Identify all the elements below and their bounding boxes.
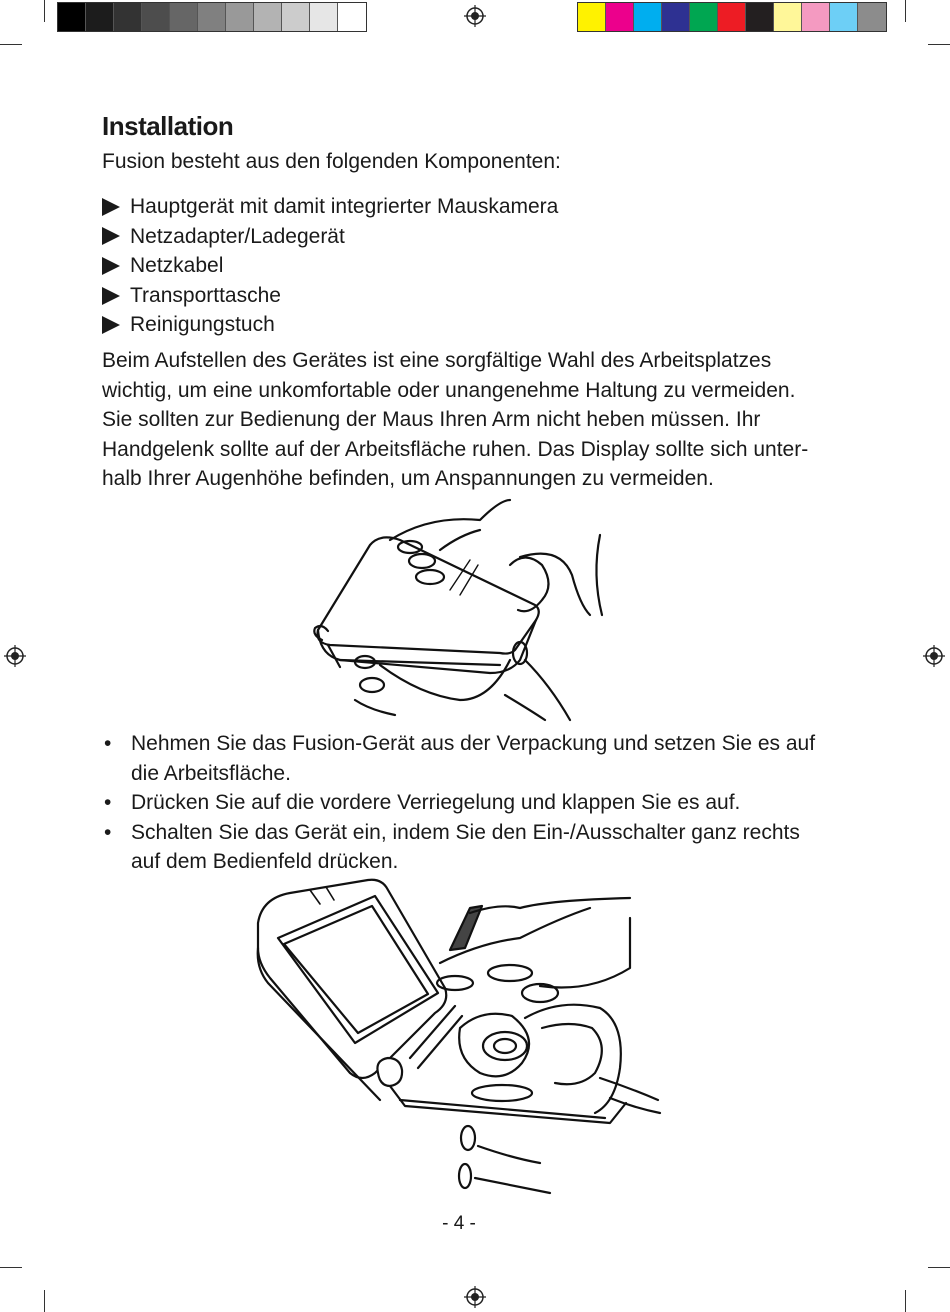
page-number: - 4 - xyxy=(442,1213,476,1234)
crop-mark xyxy=(928,44,950,45)
list-item xyxy=(102,729,822,788)
arrow-bullet-icon xyxy=(102,257,120,275)
registration-mark-icon xyxy=(464,5,486,27)
color-swatch xyxy=(606,3,634,31)
color-swatch xyxy=(690,3,718,31)
step-line: die Arbeitsfläche. xyxy=(131,761,291,785)
color-swatch xyxy=(662,3,690,31)
color-swatch xyxy=(802,3,830,31)
color-swatch xyxy=(774,3,802,31)
color-swatch xyxy=(578,3,606,31)
registration-mark-icon xyxy=(4,645,26,667)
arrow-bullet-icon xyxy=(102,287,120,305)
list-item-label: Netzadapter/Ladegerät xyxy=(130,224,345,248)
color-swatch xyxy=(198,3,226,31)
intro-text: Fusion besteht aus den folgenden Komponenten: xyxy=(102,150,561,173)
paragraph-line: Handgelenk sollte auf der Arbeitsfläche ruhen. Das Display sollte sich unter- xyxy=(102,437,809,461)
crop-mark xyxy=(44,0,45,22)
paragraph-line: wichtig, um eine unkomfortable oder unangenehme Haltung zu vermeiden. xyxy=(102,378,796,402)
color-swatch xyxy=(226,3,254,31)
color-swatch xyxy=(170,3,198,31)
bullet-icon: • xyxy=(104,791,112,815)
color-swatch xyxy=(254,3,282,31)
crop-mark xyxy=(905,1290,906,1312)
color-swatch xyxy=(282,3,310,31)
arrow-bullet-icon xyxy=(102,227,120,245)
step-line: Schalten Sie das Gerät ein, indem Sie den Ein-/Ausschalter ganz rechts xyxy=(131,820,800,844)
arrow-bullet-icon xyxy=(102,198,120,216)
bullet-icon: • xyxy=(104,732,112,755)
step-line: auf dem Bedienfeld drücken. xyxy=(131,850,399,874)
paragraph-line: Beim Aufstellen des Gerätes ist eine sorgfältige Wahl des Arbeitsplatzes xyxy=(102,349,772,372)
step-line: Drücken Sie auf die vordere Verriegelung und klappen Sie es auf. xyxy=(131,791,741,815)
crop-mark xyxy=(928,1267,950,1268)
component-list xyxy=(102,192,558,340)
crop-mark xyxy=(0,1267,22,1268)
list-item xyxy=(102,192,558,222)
crop-mark xyxy=(905,0,906,22)
list-item xyxy=(102,281,558,311)
setup-paragraph xyxy=(102,346,822,494)
color-calibration-bar xyxy=(577,2,887,32)
crop-mark xyxy=(44,1290,45,1312)
color-swatch xyxy=(634,3,662,31)
color-swatch xyxy=(58,3,86,31)
crop-mark xyxy=(0,44,22,45)
list-item xyxy=(102,788,822,818)
color-swatch xyxy=(858,3,886,31)
paragraph-line: halb Ihrer Augenhöhe befinden, um Anspannungen zu vermeiden. xyxy=(102,467,714,491)
list-item xyxy=(102,310,558,340)
paragraph-line: Sie sollten zur Bedienung der Maus Ihren Arm nicht heben müssen. Ihr xyxy=(102,408,761,432)
page-title: Installation xyxy=(102,111,234,141)
color-swatch xyxy=(310,3,338,31)
list-item xyxy=(102,251,558,281)
color-swatch xyxy=(718,3,746,31)
setup-steps xyxy=(102,729,822,877)
bullet-icon: • xyxy=(104,820,112,844)
registration-mark-icon xyxy=(464,1286,486,1308)
closed-device-illustration xyxy=(310,495,610,725)
arrow-bullet-icon xyxy=(102,316,120,334)
color-swatch xyxy=(86,3,114,31)
list-item-label: Reinigungstuch xyxy=(130,313,275,337)
gray-calibration-bar xyxy=(57,2,367,32)
registration-mark-icon xyxy=(923,645,945,667)
list-item-label: Netzkabel xyxy=(130,254,224,278)
color-swatch xyxy=(338,3,366,31)
color-swatch xyxy=(746,3,774,31)
open-device-illustration xyxy=(250,878,670,1198)
step-line: Nehmen Sie das Fusion-Gerät aus der Verpackung und setzen Sie es auf xyxy=(131,732,816,755)
color-swatch xyxy=(114,3,142,31)
list-item xyxy=(102,818,822,877)
color-swatch xyxy=(830,3,858,31)
list-item-label: Transporttasche xyxy=(130,283,281,307)
color-swatch xyxy=(142,3,170,31)
list-item-label: Hauptgerät mit damit integrierter Mauskamera xyxy=(130,195,559,218)
list-item xyxy=(102,222,558,252)
